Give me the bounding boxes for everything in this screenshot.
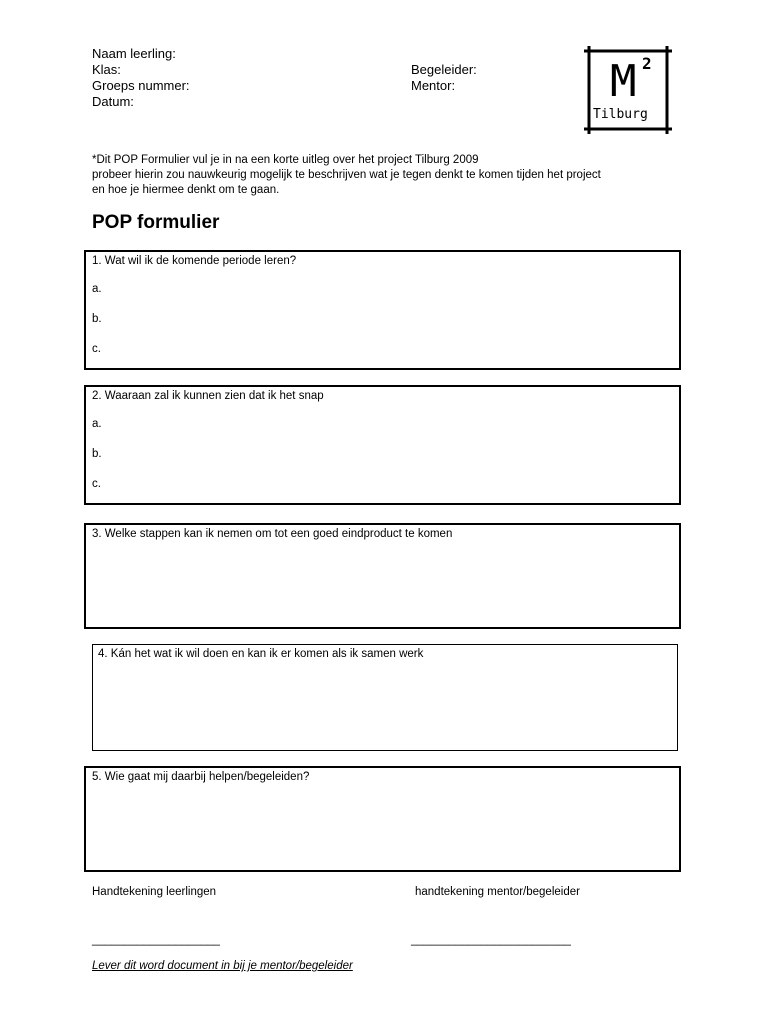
m2-tilburg-logo <box>582 44 674 136</box>
submission-note: Lever dit word document in bij je mentor/begeleider <box>92 960 353 972</box>
field-klas: Klas: <box>92 62 121 77</box>
question-5-text: 5. Wie gaat mij daarbij helpen/begeleiden? <box>92 771 310 783</box>
intro-text <box>92 153 692 198</box>
student-info-fields <box>92 46 190 110</box>
question-1-option-c: c. <box>92 343 101 355</box>
supervisor-info-fields <box>411 62 477 94</box>
question-1-text: 1. Wat wil ik de komende periode leren? <box>92 255 297 267</box>
question-box-4[interactable] <box>92 644 678 751</box>
question-2-option-b: b. <box>92 448 102 460</box>
field-begeleider: Begeleider: <box>411 62 477 77</box>
question-1-option-b: b. <box>92 313 102 325</box>
logo-superscript: 2 <box>642 54 652 73</box>
question-box-5[interactable] <box>84 766 681 872</box>
question-1-option-a: a. <box>92 283 102 295</box>
page-title: POP formulier <box>92 212 220 233</box>
intro-line-3: en hoe je hiermee denkt om te gaan. <box>92 184 280 196</box>
intro-line-1: *Dit POP Formulier vul je in na een korte uitleg over het project Tilburg 2009 <box>92 154 479 166</box>
logo-letter: M <box>610 56 637 107</box>
logo-caption: Tilburg <box>593 107 648 122</box>
student-signature-line[interactable]: ____________________ <box>92 934 220 946</box>
mentor-signature-line[interactable]: _________________________ <box>411 934 571 946</box>
question-box-2[interactable] <box>84 385 681 505</box>
question-box-3[interactable] <box>84 523 681 629</box>
student-signature-label: Handtekening leerlingen <box>92 886 217 898</box>
question-2-text: 2. Waaraan zal ik kunnen zien dat ik het snap <box>92 390 324 402</box>
field-mentor: Mentor: <box>411 78 456 93</box>
question-2-option-c: c. <box>92 478 101 490</box>
intro-line-2: probeer hierin zou nauwkeurig mogelijk te beschrijven wat je tegen denkt te komen tijden het project <box>92 169 601 181</box>
question-3-text: 3. Welke stappen kan ik nemen om tot een goed eindproduct te komen <box>92 528 453 540</box>
field-groeps-nummer: Groeps nummer: <box>92 78 190 93</box>
field-datum: Datum: <box>92 94 134 109</box>
question-4-text: 4. Kán het wat ik wil doen en kan ik er komen als ik samen werk <box>98 648 424 660</box>
question-2-option-a: a. <box>92 418 102 430</box>
field-naam-leerling: Naam leerling: <box>92 46 176 61</box>
mentor-signature-label: handtekening mentor/begeleider <box>415 886 580 898</box>
question-box-1[interactable] <box>84 250 681 370</box>
